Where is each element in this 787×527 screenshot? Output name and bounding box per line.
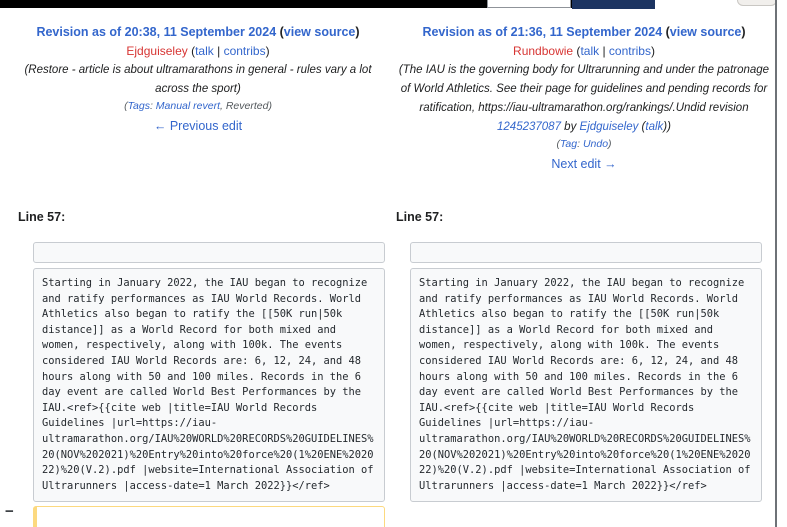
tags-link[interactable]: Tags — [127, 100, 150, 112]
next-edit-link[interactable]: Next edit → — [551, 157, 617, 171]
colon-text: : — [577, 138, 583, 150]
diff-context-line-left: Starting in January 2022, the IAU began to recognize and ratify performances as IAU World Records. World Athletics also began to ratify the [[50K run|50k distance]] as a World Record for both mixed and women, respectively, along with 100k. The events considered IAU World Records are: 6, 12, 24, and 48 hours along with 50 and 100 miles. Records in the 6 day event are called World Best Performances by the IAU.<ref>{{cite web |title=IAU World Records Guidelines |url=https://iau-ultramarathon.org/IAU%20WORLD%20RECORDS%20GUIDELINES%20(NOV%202021)%20Entry%20into%20force%20(1%20ENE%202022)%20(V.2).pdf |website=International Association of Ultrarunners |access-date=1 March 2022}}</ref> — [33, 268, 385, 502]
search-input[interactable] — [487, 0, 571, 8]
talk-link[interactable]: talk — [195, 44, 214, 58]
paren-text: ( — [638, 121, 646, 133]
paren-text: ) — [355, 25, 360, 39]
paren-text: ( — [573, 44, 581, 58]
paren-text: ) — [265, 44, 270, 58]
paren-text: ( — [124, 100, 128, 112]
summary-user-link[interactable]: Ejdguiseley — [579, 121, 639, 133]
tags-rest-text: ) — [608, 138, 612, 150]
paren-text: ( — [187, 44, 196, 58]
tags-rest-text: , Reverted) — [220, 100, 272, 112]
diff-deleted-line — [33, 506, 385, 527]
tags-link[interactable]: Tag — [559, 138, 578, 150]
user-link[interactable]: Ejdguiseley — [126, 44, 188, 58]
revision-user-right — [394, 42, 774, 61]
summary-talk-link[interactable]: talk — [645, 121, 664, 133]
contribs-link[interactable]: contribs — [223, 44, 266, 58]
revision-date-link[interactable]: Revision as of 20:38, 11 September 2024 — [36, 25, 277, 39]
diff-empty-context-line-left — [33, 242, 385, 263]
revision-user-left — [8, 42, 388, 61]
paren-text: ) — [741, 25, 746, 39]
window-edge-line — [775, 0, 777, 527]
edit-summary-right — [394, 61, 774, 137]
previous-edit-link[interactable]: ← Previous edit — [153, 119, 243, 133]
view-source-link[interactable]: view source — [669, 25, 742, 39]
undid-revision-link[interactable]: 1245237087 — [497, 121, 561, 133]
separator-text: | — [213, 44, 224, 58]
previous-edit-nav — [8, 117, 388, 136]
paren-text: ) — [650, 44, 655, 58]
user-link[interactable]: Rundbowie — [513, 44, 574, 58]
diff-context-line-right: Starting in January 2022, the IAU began to recognize and ratify performances as IAU World Records. World Athletics also began to ratify the [[50K run|50k distance]] as a World Record for both mixed and women, respectively, along with 100k. The events considered IAU World Records are: 6, 12, 24, and 48 hours along with 50 and 100 miles. Records in the 6 day event are called World Best Performances by the IAU.<ref>{{cite web |title=IAU World Records Guidelines |url=https://iau-ultramarathon.org/IAU%20WORLD%20RECORDS%20GUIDELINES%20(NOV%202021)%20Entry%20into%20force%20(1%20ENE%202022)%20(V.2).pdf |website=International Association of Ultrarunners |access-date=1 March 2022}}</ref> — [410, 268, 762, 502]
line-number-header-right: Line 57: — [396, 210, 444, 224]
colon-text: : — [149, 100, 156, 112]
window-control-button[interactable] — [737, 0, 777, 6]
talk-link[interactable]: talk — [580, 44, 600, 58]
view-source-link[interactable]: view source — [283, 25, 356, 39]
summary-text: by — [560, 121, 580, 133]
contribs-link[interactable]: contribs — [608, 44, 651, 58]
paren-text: ( — [662, 25, 670, 39]
paren-text: ( — [276, 25, 284, 39]
revision-title-right — [394, 23, 774, 42]
search-button[interactable] — [572, 0, 655, 9]
diff-empty-context-line-right — [410, 242, 762, 263]
deleted-line-minus-marker: − — [5, 503, 14, 520]
tag-manual-revert-link[interactable]: Manual revert — [155, 100, 220, 112]
paren-text: ( — [556, 138, 560, 150]
revision-header-left — [8, 23, 388, 136]
line-number-header-left: Line 57: — [18, 210, 66, 224]
summary-text: (The IAU is the governing body for Ultrarunning and under the patronage of World Athletics. See their page for guidelines and pending records for ratification, https://iau-ultramarathon.org/rankings/.Undid revision — [398, 64, 770, 114]
separator-text: | — [599, 44, 609, 58]
tag-undo-link[interactable]: Undo — [582, 138, 609, 150]
edit-summary-left: (Restore - article is about ultramarathons in general - rules vary a lot across the sport) — [24, 64, 372, 95]
next-edit-nav — [394, 155, 774, 174]
paren-text: )) — [663, 121, 671, 133]
tags-line-left — [8, 99, 388, 114]
tags-line-right — [394, 137, 774, 152]
revision-date-link[interactable]: Revision as of 21:36, 11 September 2024 — [422, 25, 663, 39]
revision-title-left — [8, 23, 388, 42]
revision-header-right — [394, 23, 774, 174]
